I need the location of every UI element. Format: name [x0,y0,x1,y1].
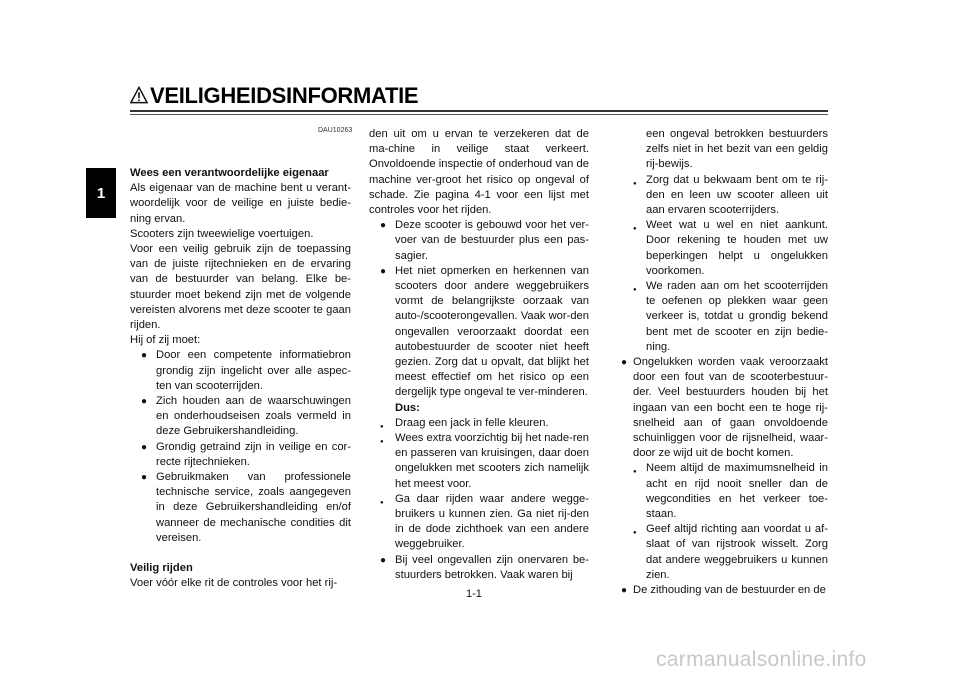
bullet-item [130,470,351,546]
bullet-text: Deze scooter is gebouwd voor het ver-voer van de bestuurder plus een pas-sagier. [395,219,589,262]
bullet-icon: ● [141,472,148,484]
column-3 [621,127,828,598]
sub-bullet-item [369,431,589,492]
small-bullet-icon: ● [633,469,637,476]
bullet-icon: ● [141,350,148,362]
bullet-item [369,553,589,583]
bullet-icon: ● [621,585,628,597]
section-heading: Veilig rijden [130,562,193,575]
sub-bullet-item [621,522,828,583]
bullet-text: Neem altijd de maximumsnelheid in acht en rijd nooit sneller dan de wegcondities en het verkeer toe-staan. [646,462,828,521]
bullet-item [369,264,589,401]
small-bullet-icon: ● [633,287,637,294]
bullet-text: Ongelukken worden vaak veroorzaakt door een fout van de scooterbestuur-der. Veel bestuurders houden bij het ingaan van een bocht een te hoge rij-snelheid aan of gaan onvoldoende schuinliggen voor de rijsnelheid, waar-door ze wijd uit de bocht komen. [633,356,828,460]
bullet-text: Bij veel ongevallen zijn onervaren be-stuurders betrokken. Vaak waren bij [395,553,589,581]
document-code: DAU10263 [318,127,353,134]
bullet-text: Gebruikmaken van professionele technische service, zoals aangegeven in deze Gebruikershandleiding en/of wanneer de mechanische condities dit vereisen. [156,471,351,544]
bullet-text: We raden aan om het scooterrijden te oefenen op plekken waar geen verkeer is, totdat u grondig bekend bent met de scooter en zijn bedie-ning. [646,280,828,353]
bullet-text: Het niet opmerken en herkennen van scooters door andere weggebruikers vormt de belangrijkste oorzaak van auto-/scooterongevallen. Vaak wor-den ongevallen veroorzaakt doordat een autobestuurder de scooter niet heeft gezien. Zorg dat u opvalt, dat blijkt het meest effectief om het risico op een dergelijk type ongeval te ver-minderen. [395,264,589,399]
sub-bullet-item [621,173,828,219]
bullet-icon: ● [380,220,387,232]
small-bullet-icon: ● [633,530,637,537]
bullet-icon: ● [141,441,148,453]
paragraph: Voer vóór elke rit de controles voor het rij- [130,577,338,590]
bullet-text: Zich houden aan de waarschuwingen en onderhoudseisen zoals vermeld in deze Gebruikershandleiding. [156,395,351,438]
sub-bullet-item [369,416,589,431]
paragraph-gap [130,546,351,561]
bullet-text: Geef altijd richting aan voordat u af-slaat of van rijstrook wisselt. Zorg dat andere weggebruikers u kunnen zien. [646,523,828,581]
chapter-number: 1 [96,184,106,202]
bullet-text: Door een competente informatiebron grondig zijn ingelicht over alle aspec-ten van scooterrijden. [156,349,351,392]
column-2 [369,127,589,583]
bullet-item [621,583,828,598]
small-bullet-icon: ● [633,226,637,233]
paragraph: een ongeval betrokken bestuurders zelfs niet in het bezit van een geldig rij-bewijs. [646,128,828,171]
bullet-item [130,440,351,470]
section-heading: Dus: [395,401,420,414]
paragraph: den uit om u ervan te verzekeren dat de ma-chine in veilige staat verkeert. Onvoldoende inspectie of onderhoud van de machine ver-groot het risico op ongeval of schade. Zie pagina 4-1 voor een lijst met controles voor het rijden. [369,128,589,217]
watermark: carmanualsonline.info [656,648,867,671]
bullet-item [130,348,351,394]
bullet-text: Weet wat u wel en niet aankunt. Door rekening te houden met uw beperkingen helpt u ongelukken voorkomen. [646,219,828,277]
section-heading: Wees een verantwoordelijke eigenaar [130,167,329,179]
paragraph: Als eigenaar van de machine bent u verant-woordelijk voor de veilige en juiste bedie-ning ervan. [130,182,351,225]
sub-bullet-item [621,279,828,355]
paragraph: Scooters zijn tweewielige voertuigen. [130,227,314,240]
bullet-icon: ● [141,396,148,408]
title-rule [130,110,828,112]
bullet-item [621,355,828,461]
small-bullet-icon: ● [380,423,384,430]
bullet-item [369,218,589,264]
chapter-tab [86,168,116,218]
small-bullet-icon: ● [380,499,384,506]
small-bullet-icon: ● [633,180,637,187]
warning-triangle-icon [130,86,148,104]
bullet-icon: ● [380,265,387,277]
bullet-text: Wees extra voorzichtig bij het nade-ren en passeren van kruisingen, daar doen ongelukken met scooters zich namelijk het meest voor. [395,432,589,490]
paragraph: Hij of zij moet: [130,334,201,347]
bullet-text: Draag een jack in felle kleuren. [395,416,549,429]
bullet-item [130,394,351,440]
bullet-icon: ● [621,357,628,369]
title-rule-thin [130,114,828,115]
small-bullet-icon: ● [380,439,384,446]
bullet-text: Zorg dat u bekwaam bent om te rij-den en leen uw scooter alleen uit aan ervaren scooterrijders. [646,173,828,217]
page-number: 1-1 [466,588,482,600]
bullet-text: Grondig getraind zijn in veilige en cor-recte rijtechnieken. [156,440,351,468]
sub-bullet-item [369,492,589,553]
page-title: VEILIGHEIDSINFORMATIE [150,83,419,108]
paragraph: Voor een veilig gebruik zijn de toepassing van de juiste rijtechnieken en de ervaring van de bestuurder van belang. Elke be-stuurder moet bekend zijn met de volgende vereisten alvorens met deze scooter te gaan rijden. [130,243,351,332]
bullet-text: De zithouding van de bestuurder en de [633,584,826,597]
bullet-icon: ● [380,554,387,566]
sub-bullet-item [621,461,828,522]
sub-bullet-item [621,218,828,279]
bullet-text: Ga daar rijden waar andere wegge-bruikers u kunnen zien. Ga niet rij-den in de dode zichthoek van een andere weggebruiker. [395,492,589,551]
column-1 [130,166,351,591]
